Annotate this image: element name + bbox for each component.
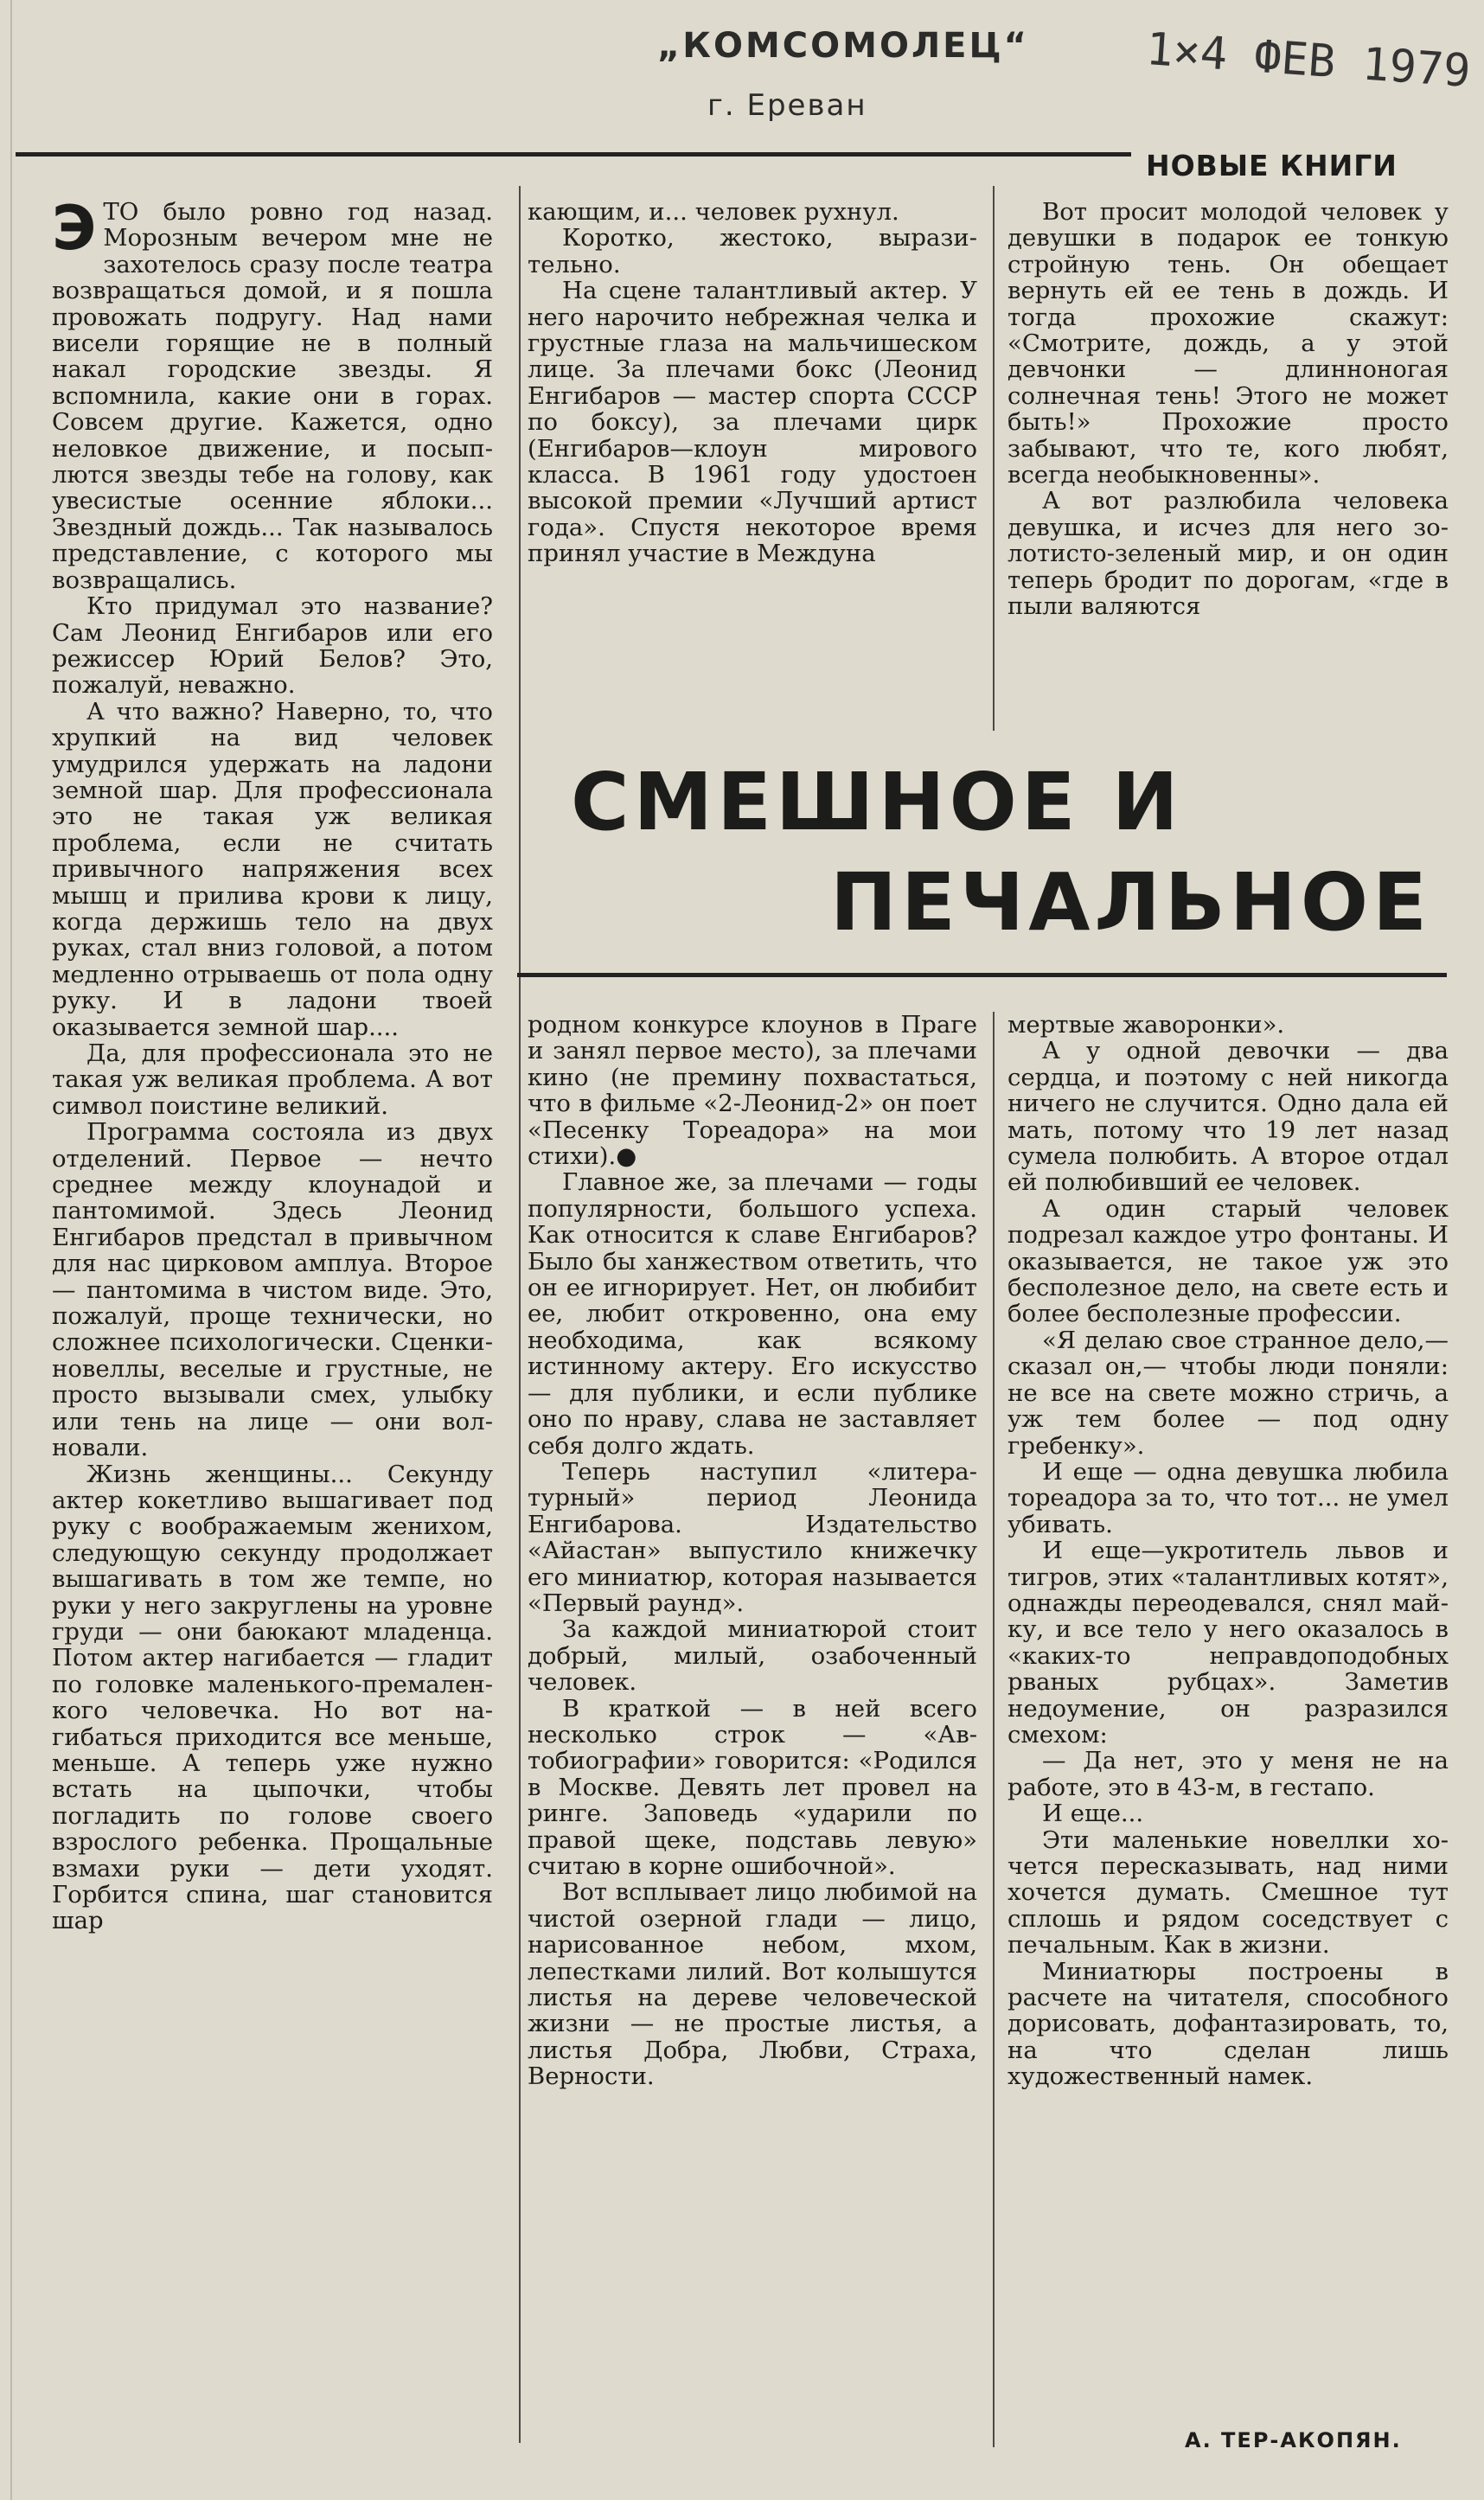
paragraph: А у одной девочки — два сердца, и поэтому с ней никогда ничего не случится. Одно дала ей мать, потому что 19 лет назад сумела полюбить. А второе отдал ей полюбивший ее человек. bbox=[1007, 1037, 1449, 1197]
paragraph: А что важно? Наверно, то, что хрупкий на вид человек умудрился удержать на ладони земной шар. Для профессионала это не такая уж великая проблема, если не считать привычного напряжения всех мышц и прилива крови к лицу, когда держишь тело на двух руках, стал вниз головой, а потом медленно отрываешь от пола одну руку. И в ладони твоей оказывается земной шар.... bbox=[52, 697, 493, 1041]
paragraph: Теперь наступил «литературный» период Леонида Енгибарова. Издательство «Айастан» выпустило книжечку его миниатюр, которая называется «Первый раунд». bbox=[528, 1457, 977, 1617]
top-rule bbox=[16, 152, 1131, 157]
paragraph: ТО было ровно год назад. Морозным вечером мне не захотелось сразу после театра возвращаться домой, и я пошла провожать подругу. Над нами висели горящие не в полный накал городские звезды. Я вспомнила, какие они в горах. Совсем другие. Кажется, одно неловкое движение, и посыплются звезды тебе на голову, как увесистые осенние яблоки... Звездный дождь... Так называлось представление, с которого мы возвращались. bbox=[52, 199, 493, 594]
paragraph: Вот просит молодой человек у девушки в подарок ее тонкую стройную тень. Он обещает вернуть ей ее тень в дождь. И тогда прохожие скажут: «Смотрите, дождь, а у этой девчонки — длинноногая солнечная тень! Этого не может быть!» Прохожие просто забывают, что те, кого любят, всегда необыкновенны». bbox=[1007, 199, 1449, 489]
paragraph: Программа состояла из двух отделений. Первое — нечто среднее между клоунадой и пантомимой. Здесь Леонид Енгибаров предстал в привычном для нас цирковом амплуа. Второе — пантомима в чистом виде. Это, пожалуй, проще технически, но сложнее психологически. Сценки-новеллы, веселые и грустные, не просто вызывали смех, улыбку или тень на лице — они волновали. bbox=[52, 1118, 493, 1462]
article-column-3-top bbox=[1007, 199, 1449, 726]
paragraph: Да, для профессионала это не такая уж великая проблема. А вот символ поистине великий. bbox=[52, 1039, 493, 1120]
newspaper-name-stamp: „КОМСОМОЛЕЦ“ bbox=[657, 26, 1029, 66]
article-headline bbox=[571, 752, 1431, 953]
rubric-label: НОВЫЕ КНИГИ bbox=[1146, 149, 1398, 182]
paragraph: А один старый человек подрезал каждое утро фонтаны. И оказывается, не такое уж это бесполезное дело, на свете есть и более бесполезные профессии. bbox=[1007, 1194, 1449, 1328]
paragraph: И еще—укротитель львов и тигров, этих «талантливых котят», однажды переодевался, снял майку, и все тело у него оказалось в «каких-то неправдоподобных рваных рубцах». Заметив недоумение, он разразился смехом: bbox=[1007, 1537, 1449, 1749]
paragraph: Жизнь женщины... Секунду актер кокетливо вышагивает под руку с воображаемым женихом, следующую секунду продолжает вышагивать в том же темпе, но руки у него закруглены на уровне груди — они баюкают младенца. Потом актер нагибается — гладит по головке маленького-премаленкого человечка. Но вот нагибаться приходится все меньше, меньше. А теперь уже нужно встать на цыпочки, чтобы погладить по голове своего взрослого ребенка. Прощальные взмахи руки — дети уходят. Горбится спина, шаг становится шар bbox=[52, 1460, 493, 1935]
paragraph: На сцене талантливый актер. У него нарочито небрежная челка и грустные глаза на мальчишеском лице. За плечами бокс (Леонид Енгибаров — мастер спорта СССР по боксу), за плечами цирк (Енгибаров—клоун мирового класса. В 1961 году удостоен высокой премии «Лучший артист года». Спустя некоторое время принял участие в Междуна bbox=[528, 277, 977, 568]
paragraph: Эти маленькие новеллки хочется пересказывать, над ними хочется думать. Смешное тут сплошь и рядом соседствует с печальным. Как в жизни. bbox=[1007, 1825, 1449, 1960]
paragraph: А вот разлюбила человека девушка, и исчез для него золотисто-зеленый мир, и он один теперь бродит по дорогам, «где в пыли валяются bbox=[1007, 487, 1449, 621]
headline-line-2: ПЕЧАЛЬНОЕ bbox=[830, 856, 1431, 949]
city-stamp: г. Ереван bbox=[707, 88, 867, 123]
headline-rule bbox=[517, 973, 1447, 977]
column-divider-1 bbox=[519, 186, 521, 2443]
column-divider-2-bottom bbox=[993, 1012, 995, 2447]
article-column-1 bbox=[52, 199, 493, 2447]
paragraph: Кто придумал это название? Сам Леонид Енгибаров или его режиссер Юрий Белов? Это, пожалуй, неважно. bbox=[52, 592, 493, 700]
paragraph: мертвые жаворонки». bbox=[1007, 1012, 1285, 1039]
paragraph: Коротко, жестоко, выразительно. bbox=[528, 224, 977, 278]
drop-cap: Э bbox=[52, 199, 97, 264]
paragraph: — Да нет, это у меня не на работе, это в 43-м, в гестапо. bbox=[1007, 1747, 1449, 1801]
paragraph: родном конкурсе клоунов в Праге и занял первое место), за плечами кино (не премину похвастаться, что в фильме «2-Леонид-2» он поет «Песенку Тореадора» на мои стихи).● bbox=[528, 1012, 977, 1171]
article-column-2-bottom bbox=[528, 1012, 977, 2447]
paragraph: Миниатюры построены в расчете на читателя, способного дорисовать, дофантазировать, то, на что сделан лишь художественный намек. bbox=[1007, 1957, 1449, 2091]
paragraph: «Я делаю свое странное дело,— сказал он,— чтобы люди поняли: не все на свете можно стричь, а уж тем более — под одну гребенку». bbox=[1007, 1326, 1449, 1460]
handwritten-date: 1×4 ФЕВ 1979 bbox=[1144, 22, 1473, 99]
paragraph: Главное же, за плечами — годы популярности, большого успеха. Как относится к славе Енгибаров? Было бы ханжеством ответить, что он ее игнорирует. Нет, он любибит ее, любит откровенно, она ему необходима, как всякому истинному актеру. Его искусство — для публики, и если публике оно по нраву, слава не заставляет себя долго ждать. bbox=[528, 1168, 977, 1460]
column-divider-2-top bbox=[993, 186, 995, 731]
paragraph: И еще — одна девушка любила тореадора за то, что тот... не умел убивать. bbox=[1007, 1457, 1449, 1538]
paper-crease bbox=[10, 0, 12, 2500]
paragraph: В краткой — в ней всего несколько строк — «Автобиографии» говорится: «Родился в Москве. Девять лет провел на ринге. Заповедь «ударили по правой щеке, подставь левую» считаю в корне ошибочной». bbox=[528, 1694, 977, 1880]
headline-line-1: СМЕШНОЕ И bbox=[571, 756, 1183, 848]
paragraph: И еще... bbox=[1042, 1800, 1144, 1828]
paragraph: За каждой миниатюрой стоит добрый, милый, озабоченный человек. bbox=[528, 1615, 977, 1697]
article-column-3-bottom bbox=[1007, 1012, 1449, 2421]
article-column-2-top bbox=[528, 199, 977, 726]
paragraph: Вот всплывает лицо любимой на чистой озерной глади — лицо, нарисованное небом, мхом, лепестками лилий. Вот колышутся листья на дереве человеческой жизни — не простые листья, а листья Добра, Любви, Страха, Верности. bbox=[528, 1878, 977, 2091]
author-signature: А. ТЕР-АКОПЯН. bbox=[1185, 2428, 1402, 2452]
paragraph: кающим, и... человек рухнул. bbox=[528, 199, 899, 226]
